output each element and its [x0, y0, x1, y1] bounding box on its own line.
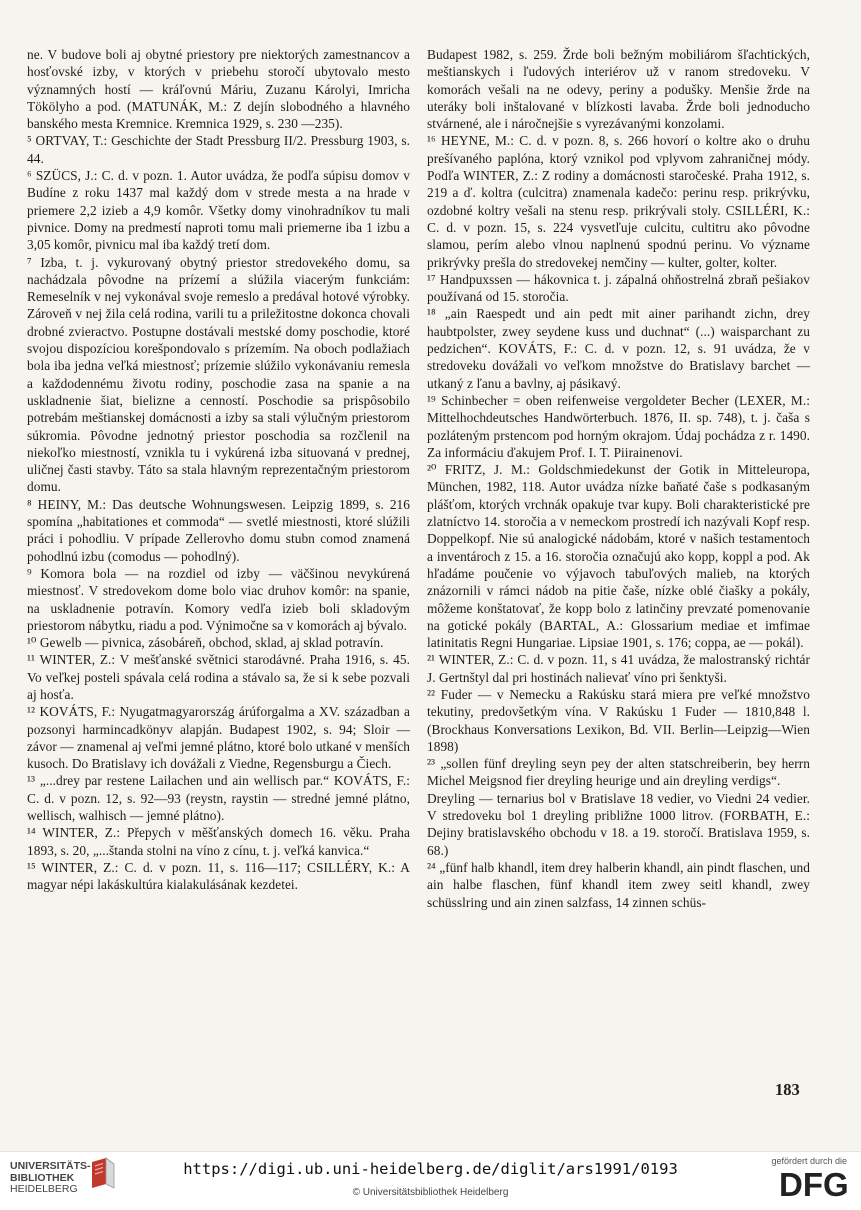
footnote-18: ¹⁸ „ain Raespedt und ain pedt mit ainer parihandt zichn, drey haubtpolster, zwey seydene kuss und duchnat“ (...) waisparchant zu pedzichen“. KOVÁTS, F.: C. d. v pozn. 12, s. 91 uvádza, že v stredoveku dovážali vo veľkom množstve do Bratislavy barchet — utkaný z ľanu a bavlny, aj pásikavý. — [427, 306, 810, 391]
library-name-line: BIBLIOTHEK — [10, 1171, 75, 1184]
dfg-logo-text: DFG — [779, 1166, 849, 1200]
library-name-line: UNIVERSITÄTS- — [10, 1160, 91, 1172]
footnote-8: ⁸ HEINY, M.: Das deutsche Wohnungswesen. Leipzig 1899, s. 216 spomína „habitationes et commoda“ — svetlé miestnosti, ktoré slúžili práci i pohodliu. V prípade Zellerovho domu stubn comod znamená pohodlnú izbu (comodus — pohodlný). — [27, 496, 410, 564]
dfg-logo[interactable] — [779, 1166, 849, 1200]
dfg-caption: gefördert durch die — [771, 1156, 847, 1166]
footnote-13: ¹³ „...drey par restene Lailachen und ain wellisch par.“ KOVÁTS, F.: C. d. v pozn. 12, s. 92—93 (reystn, raystin — stredné jemné plátno, wellisch, walhisch — jemné plátno). — [27, 773, 410, 824]
paragraph: Dreyling — ternarius bol v Bratislave 18 vedier, vo Viedni 24 vedier. V stredoveku bol 1 dreyling približne 1000 litrov. (FORBATH, E.: Dejiny bratislavského obchodu v 18. a 19. storočí. Bratislava 1959, s. 68.) — [427, 790, 810, 858]
library-name-line: HEIDELBERG — [10, 1183, 78, 1195]
left-text-column — [27, 46, 410, 894]
footnote-15: ¹⁵ WINTER, Z.: C. d. v pozn. 11, s. 116—117; CSILLÉRY, K.: A magyar népi lakáskultúra kialakulásának kezdetei. — [27, 859, 410, 893]
footnote-16: ¹⁶ HEYNE, M.: C. d. v pozn. 8, s. 266 hovorí o koltre ako o druhu prešívaného paplóna, ktorý vznikol pod vplyvom zahraničnej módy. Podľa WINTER, Z.: Z rodiny a domácnosti staročeské. Praha 1912, s. 219 a ď. koltra (culcitra) znamenala kadečo: perinu resp. prikrývku, ozdobné koltry vešali na stenu resp. prikrývali stoly. CSILLÉRI, K.: C. d. v pozn. 15, s. 224 vysvetľuje culcitu, cultitru ako pôvodne slamou, perím alebo vlnou naplnenú spodnú perinu. Vo význame prikrývky prešla do stredovekej nemčiny — kulter, golter, kolter. — [427, 133, 810, 270]
footnote-14: ¹⁴ WINTER, Z.: Přepych v měšťanských domech 16. věku. Praha 1893, s. 20, „...štanda stolni na víno z cínu, t. j. veľká kanvica.“ — [27, 825, 410, 858]
footnote-9: ⁹ Komora bola — na rozdiel od izby — väčšinou nevykúrená miestnosť. V stredovekom dome bolo viac druhov komôr: na spanie, na uskladnenie potravín. Komory vedľa izieb boli skladovým priestorom nábytku, riadu a pod. Výnimočne sa v komorách aj bývalo. — [27, 565, 410, 633]
footnote-23: ²³ „sollen fünf dreyling seyn pey der alten statschreiberin, bey herrn Michel Meigsnod fier dreyling heurige und ain dreyling verdigs“. — [427, 756, 810, 789]
footnote-7: ⁷ Izba, t. j. vykurovaný obytný priestor stredovekého domu, sa nachádzala pôvodne na prízemí a slúžila viacerým funkciám: Remeselník v nej vykonával svoje remeslo a predával hotové výrobky. Zároveň v nej žila celá rodina, varili tu a priležitostne dokonca chovali drobné zvieractvo. Postupne dostávali mestské domy poschodie, ktoré svojou dispozíciou korešpondovalo s prízemím. Na oboch podlažiach bola iba jedna veľká miestnosť; prízemie slúžilo vykonávaniu remesla a každodennému životu rodiny, poschodie zasa na spanie a na uskladnenie šiat, bielizne a cenností. Poschodie sa prispôsobilo potrebám meštianskej domácnosti a izby sa stali výlučným priestorom súkromia. Pôvodne jednotný priestor poschodia sa rozčlenil na niekoľko miestností, vznikla tu i vykúrená izba situovaná v prednej, uličnej časti stavby. Táto sa stala hlavným reprezentačným priestorom domu. — [27, 254, 410, 495]
right-text-column — [427, 46, 810, 911]
footnote-22: ²² Fuder — v Nemecku a Rakúsku stará miera pre veľké množstvo tekutiny, predovšetkým vína. V Rakúsku 1 Fuder — 1810,848 l. (Brockhaus Konversations Lexikon, Bd. VII. Berlin—Leipzig—Wien 1898) — [427, 686, 810, 754]
page-number: 183 — [775, 1080, 800, 1099]
paragraph: ne. V budove boli aj obytné priestory pre niektorých zamestnancov a hosťovské izby, v ktorých v priebehu storočí ubytovalo mesto významných hostí — kráľovnú Máriu, Zuzanu Károlyi, Imricha Tökölyho a pod. (MATUNÁK, M.: Z dejín slobodného a hlavného banského mesta Kremnice. Kremnica 1929, s. 230 —235). — [27, 47, 410, 132]
footnote-17: ¹⁷ Handpuxssen — hákovnica t. j. zápalná ohňostrelná zbraň pešiakov používaná od 15. storočia. — [427, 271, 810, 305]
footnote-5: ⁵ ORTVAY, T.: Geschichte der Stadt Pressburg II/2. Pressburg 1903, s. 44. — [27, 133, 410, 166]
document-url-link[interactable]: https://digi.ub.uni-heidelberg.de/diglit/ars1991/0193 — [183, 1160, 678, 1178]
footnote-24: ²⁴ „fünf halb khandl, item drey halberin khandl, ain pindt flaschen, und ain halbe flaschen, fünf khandl item zwey seitl khandl, zwey schüsslring und ain zinen salzfass, 14 zinnen schüs- — [427, 859, 810, 910]
footnote-21: ²¹ WINTER, Z.: C. d. v pozn. 11, s 41 uvádza, že malostranský richtár J. Gertnštyl dal pri hostinách nalievať víno pri šenktyši. — [427, 652, 810, 685]
paragraph: Budapest 1982, s. 259. Žrde boli bežným mobiliárom šľachtických, meštianskych i ľudových interiérov už v ranom stredoveku. V komorách vešali na ne odevy, periny a podušky. Menšie žrde na uteráky boli inštalované v blízkosti lavaba. Žrde boli jednoducho stvárnené, ale i náročnejšie s vyrezávanými konzolami. — [427, 47, 810, 132]
footnote-19: ¹⁹ Schinbecher = oben reifenweise vergoldeter Becher (LEXER, M.: Mittelhochdeutsches Handwörterbuch. 1876, II. sp. 748), t. j. čaša s pozláteným prstencom pod horným okrajom. Údaj pochádza z r. 1490. Za informáciu ďakujem Prof. I. T. Piirainenovi. — [427, 392, 810, 460]
footer-bar — [0, 1151, 861, 1210]
footnote-12: ¹² KOVÁTS, F.: Nyugatmagyarország árúforgalma a XV. században a pozsonyi harmincadkönyv alapján. Budapest 1902, s. 94; Sloir — závor — znamenal aj veľmi jemné plátno, ktoré bolo utkané v menších kusoch. Do Bratislavy ich dovážali z Viedne, Regensburgu a Čiech. — [27, 704, 411, 772]
footnote-11: ¹¹ WINTER, Z.: V mešťanské světnici starodávné. Praha 1916, s. 45. Vo veľkej posteli spávala celá rodina a stávalo sa, že si k sebe pozvali aj hosťa. — [27, 652, 410, 702]
copyright-notice: © Universitätsbibliothek Heidelberg — [352, 1187, 509, 1198]
footnote-6: ⁶ SZÜCS, J.: C. d. v pozn. 1. Autor uvádza, že podľa súpisu domov v Budíne z roku 1437 mal každý dom v strede mesta a na hrade v priemere 2,2 izieb a 4,9 komôr. Všetky domy vinohradníkov tu mali pivnice. Domy na predmestí naproti tomu mali priemerne iba 1 izbu a 3,05 komôr, pivnicu mal iba každý tretí dom. — [27, 168, 410, 253]
footnote-20: ²⁰ FRITZ, J. M.: Goldschmiedekunst der Gotik in Mitteleuropa, München, 1982, 118. Autor uvádza nízke baňaté čaše s podkasaným plášťom, ktorých vrchnák opakuje tvar kupy. Boli charakteristické pre zlatníctvo 14. storočia a v nemeckom prostredí ich nazývali Kopf resp. Doppelkopf. Nie sú analogické nádobám, ktoré v našich testamentoch a inventároch z 15. a 16. storočia označujú ako kopp, koppl a pod. Ak hľadáme poučenie vo výjavoch tabuľových malieb, na ktorých znázornili v rámci nádob na pitie čaše, nízke oblé čiašky a pokály, môžeme konštatovať, že kopp bolo z latinčiny prevzaté pomenovanie na gotické pokály (BARTAL, A.: Glossarium mediae et imfimae latinitatis Regni Hungariae. Lipsiae 1901, s. 176; coppa, ae — pokál). — [427, 462, 810, 651]
footnote-10: ¹⁰ Gewelb — pivnica, zásobáreň, obchod, sklad, aj sklad potravín. — [27, 635, 384, 651]
